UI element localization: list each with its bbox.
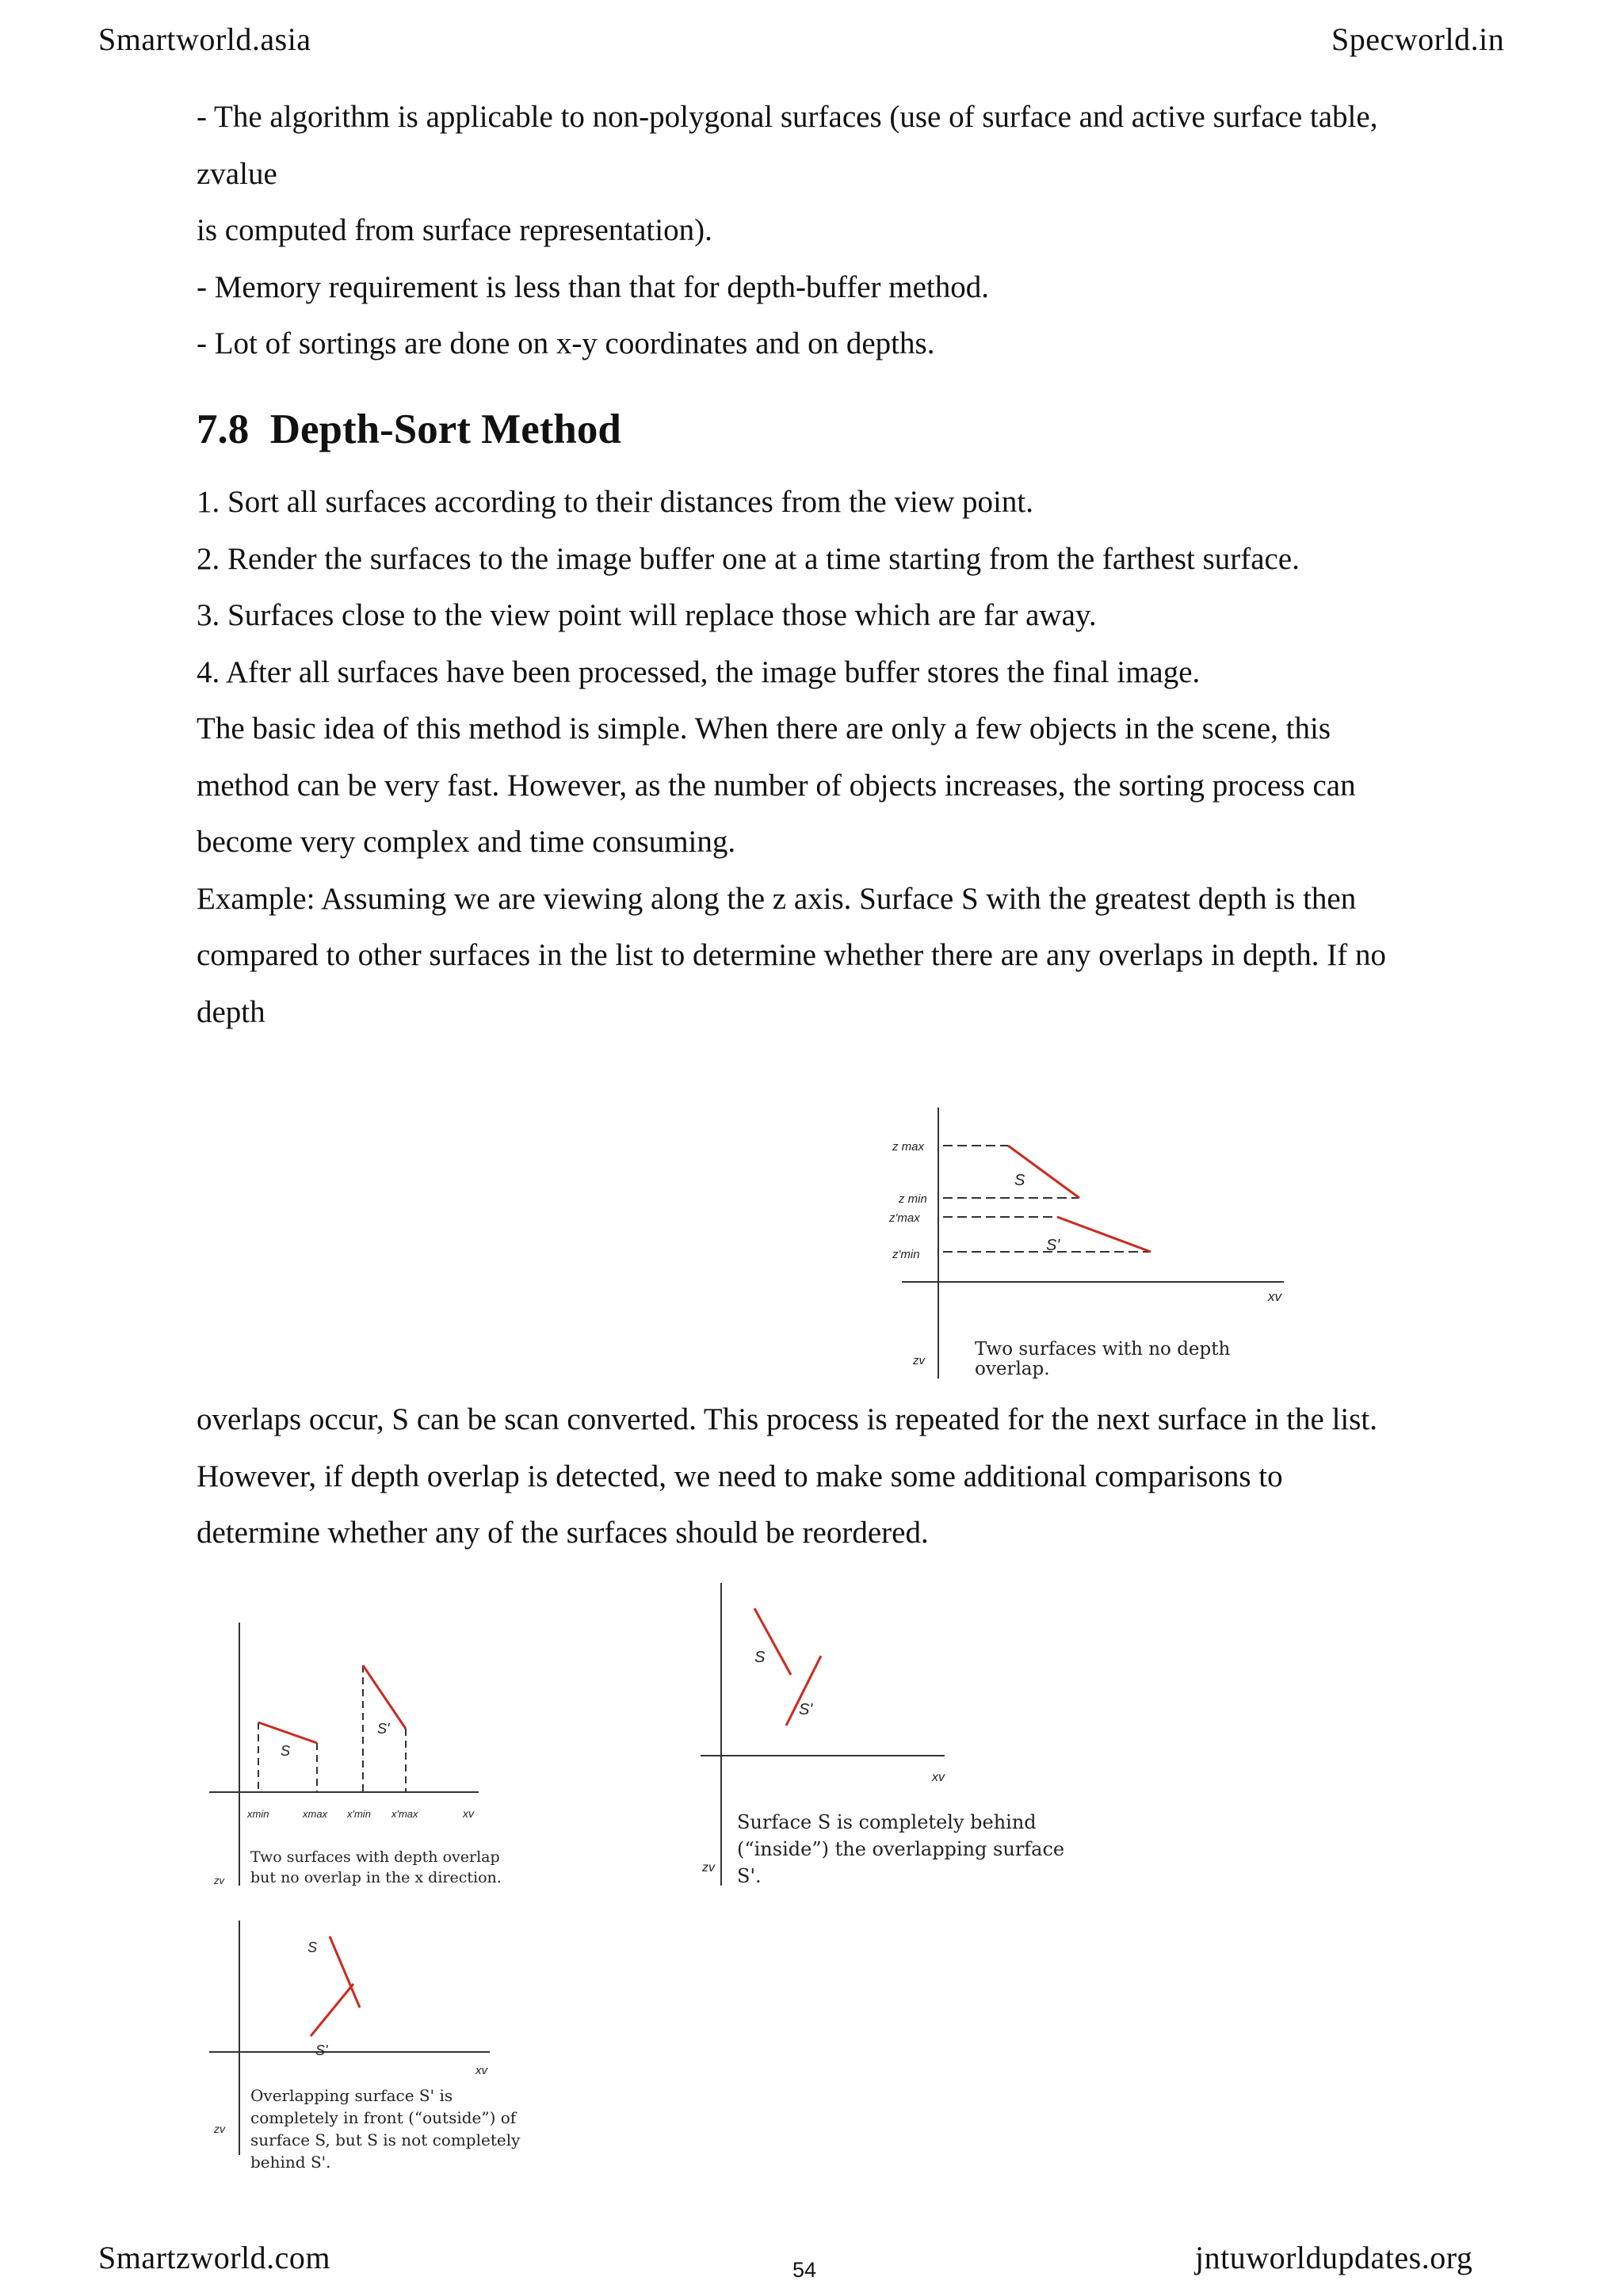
surface-s (330, 1936, 360, 2008)
continuation-text (197, 1391, 1480, 1562)
label-zmin: z min (899, 1192, 927, 1206)
figure-caption: Two surfaces with no depth (975, 1339, 1231, 1360)
figure-caption: S'. (737, 1865, 762, 1887)
label-s: S (281, 1743, 291, 1759)
continuation-line: However, if depth overlap is detected, we need to make some additional comparisons to (197, 1459, 1283, 1493)
label-xv: xv (463, 1807, 474, 1820)
continuation-line: determine whether any of the surfaces should be reordered. (197, 1516, 929, 1550)
surface-s (258, 1722, 317, 1743)
intro-line: - Memory requirement is less than that for depth-buffer method. (197, 269, 990, 304)
label-xmin: xmin (247, 1808, 269, 1820)
label-xv: xv (932, 1771, 945, 1784)
label-zmax: z max (892, 1140, 925, 1154)
intro-line: - Lot of sortings are done on x-y coordinates and on depths. (197, 326, 935, 360)
figure-s-behind (697, 1577, 1065, 1909)
method-line: 2. Render the surfaces to the image buffer one at a time starting from the farthest surface. (197, 541, 1300, 576)
method-line: compared to other surfaces in the list to determine whether there are any overlaps in depth. If no (197, 938, 1386, 972)
figure-sp-in-front (198, 1917, 539, 2179)
surface-s-prime (363, 1665, 406, 1729)
method-line: 3. Surfaces close to the view point will replace those which are far away. (197, 598, 1097, 632)
label-zv: zv (913, 1354, 925, 1367)
header-right: Specworld.in (1331, 21, 1505, 57)
footer-right: jntuworldupdates.org (1195, 2240, 1473, 2275)
label-xpmax: x'max (391, 1808, 418, 1820)
figure-caption: surface S, but S is not completely (250, 2130, 521, 2149)
label-zv: zv (214, 2122, 225, 2135)
label-s: S (1014, 1172, 1025, 1189)
method-line: depth (197, 994, 265, 1029)
continuation-line: overlaps occur, S can be scan converted. This process is repeated for the next surface in the list. (197, 1402, 1378, 1436)
figure-caption: completely in front (“outside”) of (250, 2108, 517, 2127)
section-title: Depth-Sort Method (269, 406, 621, 452)
intro-line: - The algorithm is applicable to non-polygonal surfaces (use of surface and active surface table, (197, 100, 1378, 134)
intro-line: zvalue (197, 156, 277, 191)
figure-no-x-overlap (198, 1616, 531, 1901)
label-zpmax: z'max (889, 1211, 920, 1225)
label-xmax: xmax (303, 1808, 328, 1820)
intro-line: is computed from surface representation). (197, 213, 712, 247)
page-number: 54 (792, 2258, 817, 2282)
label-xpmin: x'min (347, 1808, 371, 1820)
method-line: become very complex and time consuming. (197, 825, 736, 859)
section-number: 7.8 (197, 406, 250, 452)
figure-caption: (“inside”) the overlapping surface (737, 1838, 1065, 1860)
label-s-prime: S' (315, 2042, 328, 2058)
header-left: Smartworld.asia (98, 21, 311, 57)
figure-caption: overlap. (975, 1359, 1050, 1379)
method-line: 4. After all surfaces have been processed, the image buffer stores the final image. (197, 654, 1201, 689)
surface-s-prime (1057, 1217, 1151, 1252)
figure-caption: Overlapping surface S' is (250, 2086, 453, 2105)
figure-caption: behind S'. (250, 2153, 331, 2172)
label-xv: xv (1268, 1289, 1281, 1304)
label-xv: xv (475, 2064, 487, 2077)
method-line: 1. Sort all surfaces according to their distances from the view point. (197, 485, 1033, 519)
figure-no-depth-overlap (872, 1101, 1316, 1386)
label-zpmin: z'min (892, 1248, 920, 1261)
label-s-prime: S' (377, 1721, 390, 1737)
label-zv: zv (702, 1861, 715, 1875)
method-line: method can be very fast. However, as the number of objects increases, the sorting process can (197, 768, 1356, 803)
method-line: The basic idea of this method is simple. When there are only a few objects in the scene, this (197, 711, 1331, 746)
intro-text (197, 89, 1480, 372)
surface-s-prime (311, 1984, 353, 2036)
label-s-prime: S' (799, 1701, 813, 1718)
label-zv: zv (214, 1875, 224, 1886)
label-s: S (754, 1649, 766, 1666)
label-s-prime: S' (1046, 1237, 1060, 1254)
method-text (197, 474, 1480, 1040)
figure-caption: Surface S is completely behind (737, 1811, 1037, 1833)
figure-caption: but no overlap in the x direction. (250, 1869, 502, 1886)
section-heading (197, 406, 621, 453)
footer-left: Smartzworld.com (98, 2240, 330, 2275)
label-s: S (307, 1939, 318, 1955)
method-line: Example: Assuming we are viewing along the z axis. Surface S with the greatest depth is then (197, 881, 1357, 916)
figure-caption: Two surfaces with depth overlap (250, 1848, 500, 1866)
